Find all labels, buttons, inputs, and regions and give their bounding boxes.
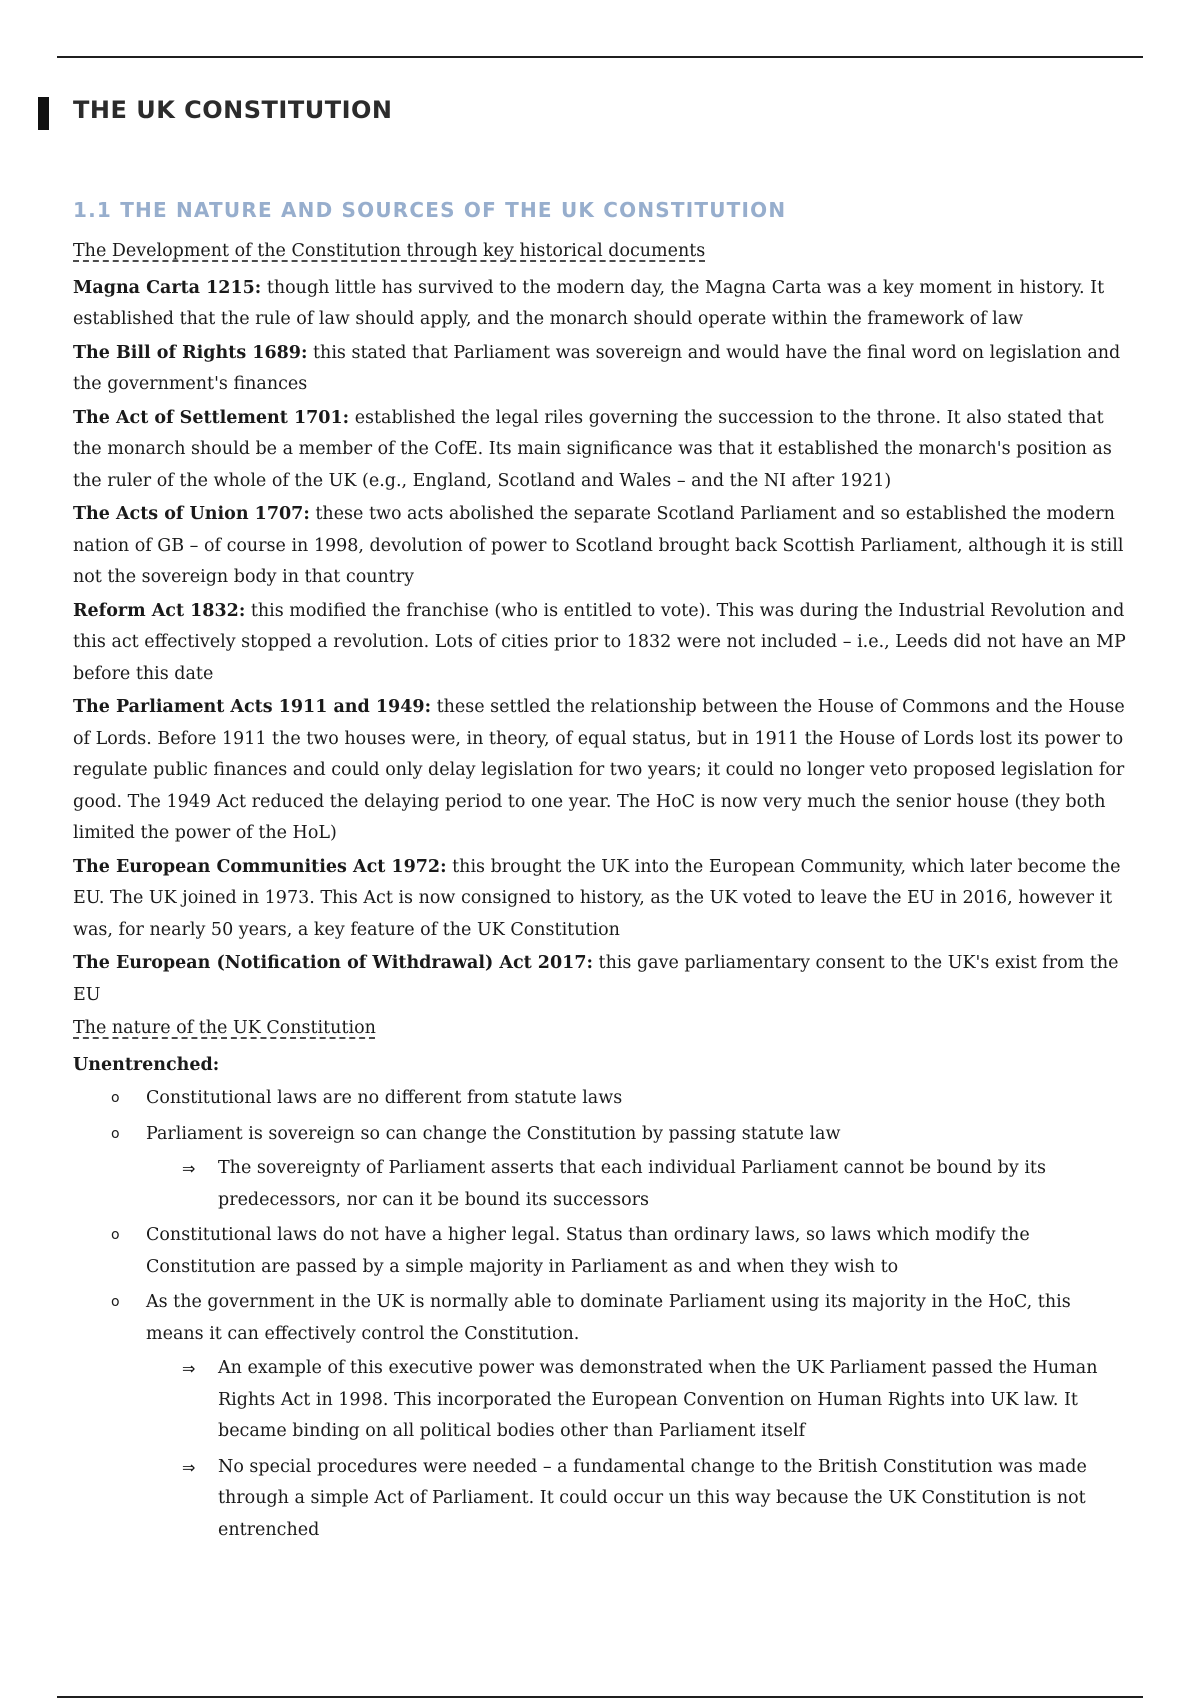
bottom-rule [57, 1696, 1143, 1698]
sub-list-item-text: No special procedures were needed – a fundamental change to the British Constitution was made through a simple Act of Parliament. It could occur un this way because the UK Constitution is not entrenched [218, 1456, 1087, 1540]
document-entry [73, 273, 1129, 336]
double-arrow-icon: ⇒ [182, 1159, 196, 1178]
section-heading: 1.1 THE NATURE AND SOURCES OF THE UK CONSTITUTION [73, 198, 787, 222]
list-item-text: Constitutional laws do not have a higher legal. Status than ordinary laws, so laws which modify the Constitution are passed by a simple majority in Parliament as and when they wish to [146, 1225, 1030, 1277]
circle-bullet-icon: o [111, 1294, 120, 1310]
document-description: though little has survived to the modern day, the Magna Carta was a key moment in history. It established that the rule of law should apply, and the monarch should operate within the framework of law [73, 277, 1105, 329]
document-entry [73, 403, 1129, 498]
document-term: The Act of Settlement 1701: [73, 407, 350, 428]
list-item-text: As the government in the UK is normally able to dominate Parliament using its majority in the HoC, this means it can effectively control the Constitution. [146, 1292, 1071, 1344]
document-term: The European (Notification of Withdrawal) Act 2017: [73, 953, 593, 973]
document-entry [73, 338, 1129, 401]
subheading-nature [73, 1013, 1129, 1050]
unentrenched-points-list [73, 1083, 1129, 1546]
document-term: The Bill of Rights 1689: [73, 342, 308, 363]
sub-list-item [146, 1153, 1129, 1216]
list-item-text: Parliament is sovereign so can change the Constitution by passing statute law [146, 1123, 841, 1144]
document-title: THE UK CONSTITUTION [73, 96, 393, 124]
title-marker-bar [38, 97, 49, 130]
document-entry [73, 596, 1129, 691]
document-description: established the legal riles governing the succession to the throne. It also stated that the monarch should be a member of the CofE. Its main significance was that it established the monarch's position as the ruler of the whole of the UK (e.g., England, Scotland and Wales – and the NI after 1921) [73, 407, 1112, 491]
document-term: The Parliament Acts 1911 and 1949: [73, 697, 432, 717]
document-term: Reform Act 1832: [73, 600, 246, 621]
sub-points-list [146, 1353, 1129, 1546]
subheading-development [73, 236, 1129, 273]
list-item [73, 1119, 1129, 1217]
circle-bullet-icon: o [111, 1227, 120, 1243]
circle-bullet-icon: o [111, 1125, 120, 1142]
document-entry [73, 499, 1129, 594]
list-item [73, 1083, 1129, 1115]
document-description: this modified the franchise (who is entitled to vote). This was during the Industrial Revolution and this act effectively stopped a revolution. Lots of cities prior to 1832 were not included – i.e., Leeds did not have an MP before this date [73, 600, 1126, 684]
document-term: The European Communities Act 1972: [73, 856, 447, 877]
document-description: this stated that Parliament was sovereign and would have the final word on legislation and the government's finances [73, 342, 1121, 394]
list-item [73, 1287, 1129, 1546]
document-description: this brought the UK into the European Community, which later become the EU. The UK joined in 1973. This Act is now consigned to history, as the UK voted to leave the EU in 2016, however it was, for nearly 50 years, a key feature of the UK Constitution [73, 856, 1121, 940]
document-description: this gave parliamentary consent to the UK's exist from the EU [73, 953, 1119, 1005]
sub-list-item-text: The sovereignty of Parliament asserts that each individual Parliament cannot be bound by its predecessors, nor can it be bound its successors [218, 1158, 1046, 1210]
double-arrow-icon: ⇒ [182, 1359, 196, 1378]
sub-list-item-text: An example of this executive power was demonstrated when the UK Parliament passed the Human Rights Act in 1998. This incorporated the European Convention on Human Rights into UK law. It became binding on all political bodies other than Parliament itself [218, 1358, 1098, 1441]
sub-points-list [146, 1153, 1129, 1216]
list-item [73, 1220, 1129, 1283]
unentrenched-label: Unentrenched: [73, 1054, 220, 1075]
subheading-nature-text: The nature of the UK Constitution [73, 1018, 376, 1038]
document-entry [73, 852, 1129, 947]
double-arrow-icon: ⇒ [182, 1457, 196, 1477]
document-term: The Acts of Union 1707: [73, 504, 310, 524]
document-description: these settled the relationship between the House of Commons and the House of Lords. Before 1911 the two houses were, in theory, of equal status, but in 1911 the House of Lords lost its power to regulate public finances and could only delay legislation for two years; it could no longer veto proposed legislation for good. The 1949 Act reduced the delaying period to one year. The HoC is now very much the senior house (they both limited the power of the HoL) [73, 697, 1125, 843]
historical-documents-list [73, 273, 1129, 1012]
document-term: Magna Carta 1215: [73, 277, 262, 298]
document-entry [73, 692, 1129, 850]
sub-list-item [146, 1452, 1129, 1547]
document-entry [73, 948, 1129, 1011]
circle-bullet-icon: o [111, 1090, 120, 1106]
top-rule [57, 56, 1143, 58]
subheading-development-text: The Development of the Constitution through key historical documents [73, 241, 706, 261]
list-item-text: Constitutional laws are no different from statute laws [146, 1088, 623, 1108]
document-body [73, 236, 1129, 1550]
document-description: these two acts abolished the separate Scotland Parliament and so established the modern nation of GB – of course in 1998, devolution of power to Scotland brought back Scottish Parliament, although it is still not the sovereign body in that country [73, 504, 1124, 587]
sub-list-item [146, 1353, 1129, 1448]
